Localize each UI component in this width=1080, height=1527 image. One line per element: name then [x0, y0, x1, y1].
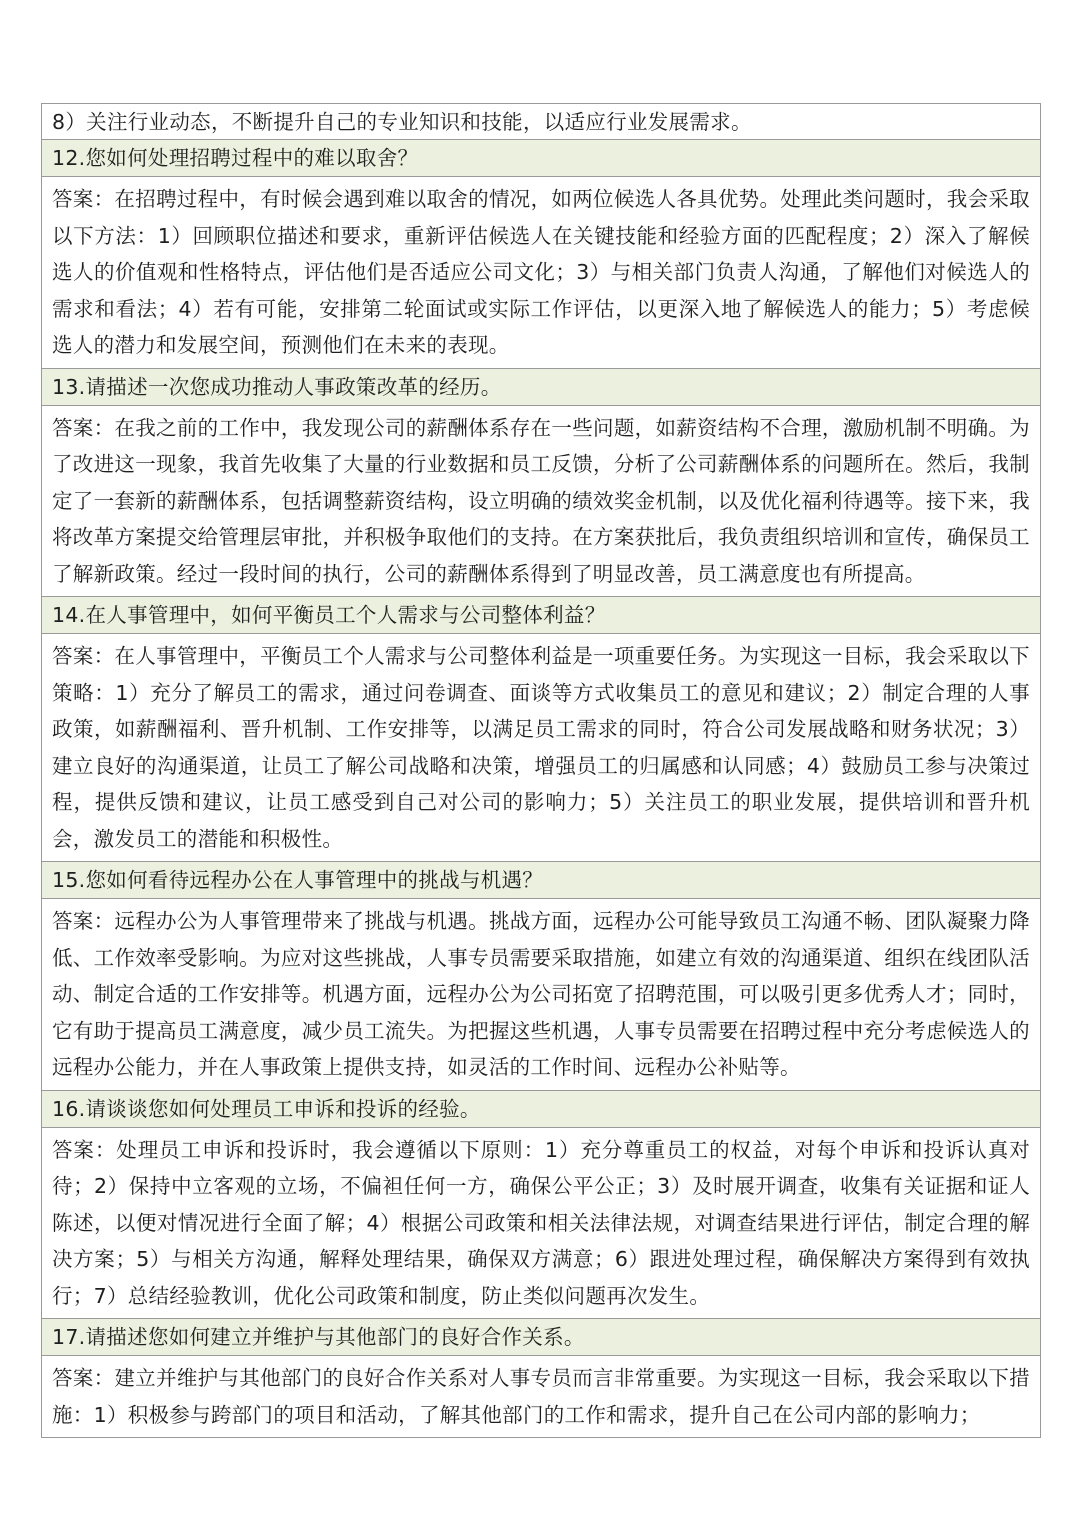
question-14: 14.在人事管理中，如何平衡员工个人需求与公司整体利益？ — [42, 597, 1040, 634]
answer-15: 答案：远程办公为人事管理带来了挑战与机遇。挑战方面，远程办公可能导致员工沟通不畅、团队凝聚力降低、工作效率受影响。为应对这些挑战，人事专员需要采取措施，如建立有效的沟通渠道、组织在线团队活动、制定合适的工作安排等。机遇方面，远程办公为公司拓宽了招聘范围，可以吸引更多优秀人才；同时，它有助于提高员工满意度，减少员工流失。为把握这些机遇，人事专员需要在招聘过程中充分考虑候选人的远程办公能力，并在人事政策上提供支持，如灵活的工作时间、远程办公补贴等。 — [42, 899, 1040, 1091]
answer-16: 答案：处理员工申诉和投诉时，我会遵循以下原则：1）充分尊重员工的权益，对每个申诉和投诉认真对待；2）保持中立客观的立场，不偏袒任何一方，确保公平公正；3）及时展开调查，收集有关证据和证人陈述，以便对情况进行全面了解；4）根据公司政策和相关法律法规，对调查结果进行评估，制定合理的解决方案；5）与相关方沟通，解释处理结果，确保双方满意；6）跟进处理过程，确保解决方案得到有效执行；7）总结经验教训，优化公司政策和制度，防止类似问题再次发生。 — [42, 1128, 1040, 1320]
answer-17: 答案：建立并维护与其他部门的良好合作关系对人事专员而言非常重要。为实现这一目标，我会采取以下措施：1）积极参与跨部门的项目和活动，了解其他部门的工作和需求，提升自己在公司内部的影响力； — [42, 1356, 1040, 1438]
answer-14: 答案：在人事管理中，平衡员工个人需求与公司整体利益是一项重要任务。为实现这一目标，我会采取以下策略：1）充分了解员工的需求，通过问卷调查、面谈等方式收集员工的意见和建议；2）制定合理的人事政策，如薪酬福利、晋升机制、工作安排等，以满足员工需求的同时，符合公司发展战略和财务状况；3）建立良好的沟通渠道，让员工了解公司战略和决策，增强员工的归属感和认同感；4）鼓励员工参与决策过程，提供反馈和建议，让员工感受到自己对公司的影响力；5）关注员工的职业发展，提供培训和晋升机会，激发员工的潜能和积极性。 — [42, 634, 1040, 862]
answer-13: 答案：在我之前的工作中，我发现公司的薪酬体系存在一些问题，如薪资结构不合理，激励机制不明确。为了改进这一现象，我首先收集了大量的行业数据和员工反馈，分析了公司薪酬体系的问题所在。然后，我制定了一套新的薪酬体系，包括调整薪资结构，设立明确的绩效奖金机制，以及优化福利待遇等。接下来，我将改革方案提交给管理层审批，并积极争取他们的支持。在方案获批后，我负责组织培训和宣传，确保员工了解新政策。经过一段时间的执行，公司的薪酬体系得到了明显改善，员工满意度也有所提高。 — [42, 406, 1040, 598]
question-12: 12.您如何处理招聘过程中的难以取舍？ — [42, 140, 1040, 177]
answer-12: 答案：在招聘过程中，有时候会遇到难以取舍的情况，如两位候选人各具优势。处理此类问题时，我会采取以下方法：1）回顾职位描述和要求，重新评估候选人在关键技能和经验方面的匹配程度；2）深入了解候选人的价值观和性格特点，评估他们是否适应公司文化；3）与相关部门负责人沟通，了解他们对候选人的需求和看法；4）若有可能，安排第二轮面试或实际工作评估，以更深入地了解候选人的能力；5）考虑候选人的潜力和发展空间，预测他们在未来的表现。 — [42, 177, 1040, 369]
question-13: 13.请描述一次您成功推动人事政策改革的经历。 — [42, 369, 1040, 406]
question-17: 17.请描述您如何建立并维护与其他部门的良好合作关系。 — [42, 1319, 1040, 1356]
qa-table — [41, 103, 1041, 1438]
continued-answer-line: 8）关注行业动态，不断提升自己的专业知识和技能，以适应行业发展需求。 — [42, 104, 1040, 140]
question-16: 16.请谈谈您如何处理员工申诉和投诉的经验。 — [42, 1091, 1040, 1128]
question-15: 15.您如何看待远程办公在人事管理中的挑战与机遇？ — [42, 862, 1040, 899]
